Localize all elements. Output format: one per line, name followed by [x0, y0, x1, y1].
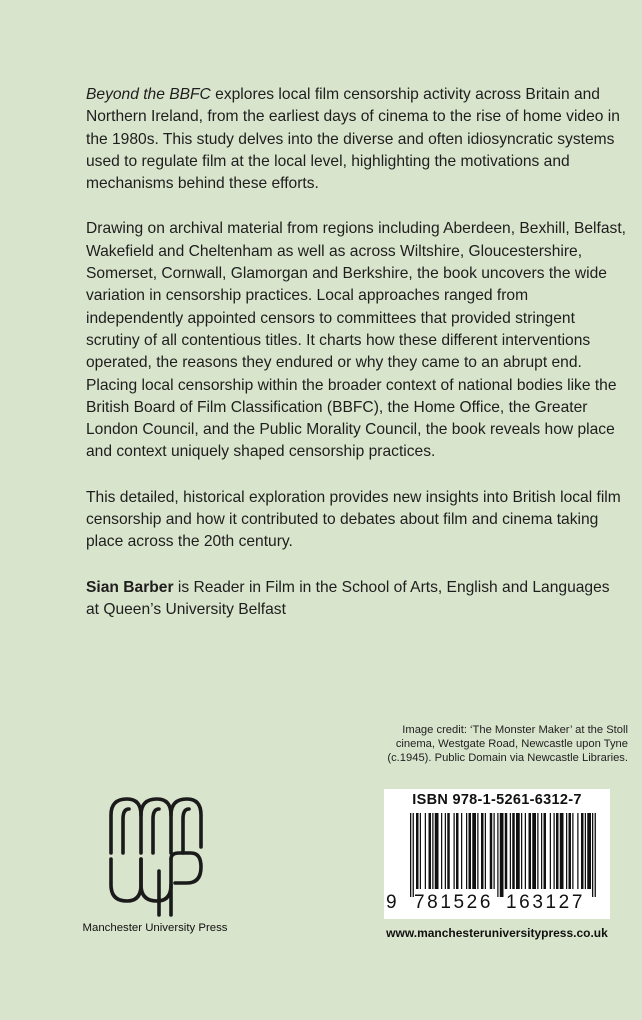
publisher-website: www.manchesteruniversitypress.co.uk	[386, 926, 608, 940]
barcode-bar	[556, 813, 559, 889]
barcode-bar	[550, 813, 551, 889]
barcode-bar	[432, 813, 433, 889]
barcode-bar	[516, 813, 520, 889]
barcode-bar	[581, 813, 584, 889]
barcode-panel	[384, 789, 610, 919]
barcode-bar	[425, 813, 426, 889]
blurb-paragraph-3: This detailed, historical exploration provides new insights into British local film censorship and how it contributed to debates about film and cinema taking place across the 20th century.	[86, 488, 621, 551]
barcode-bar	[521, 813, 522, 889]
barcode-bar	[497, 813, 498, 897]
barcode-guard-bar	[413, 813, 414, 897]
barcode-bar	[454, 813, 455, 889]
barcode-bar	[456, 813, 459, 889]
barcode-bar	[577, 813, 578, 889]
barcode-bar	[485, 813, 486, 889]
barcode-bar	[445, 813, 446, 889]
barcode-bar	[441, 813, 442, 889]
barcode-bar	[566, 813, 567, 889]
author-name: Sian Barber	[86, 578, 174, 596]
barcode-bar	[572, 813, 573, 889]
barcode-guard-bar	[410, 813, 411, 897]
isbn-label: ISBN 978-1-5261-6312-7	[412, 792, 582, 808]
barcode-bar	[525, 813, 526, 889]
barcode-bar	[537, 813, 538, 889]
barcode-bar	[510, 813, 511, 889]
barcode-bar	[532, 813, 536, 889]
barcode-bar	[461, 813, 462, 889]
barcode-bar	[544, 813, 547, 889]
barcode-bar	[447, 813, 450, 889]
barcode-bar	[477, 813, 478, 889]
author-bio-text: is Reader in Film in the School of Arts, English and Languages at Queen’s University Belfast	[86, 578, 610, 618]
mup-logo-icon	[103, 793, 209, 919]
barcode-bar	[585, 813, 586, 889]
barcode-digit-group-2: 163127	[506, 892, 586, 913]
barcode-bar	[469, 813, 472, 889]
barcode-bar	[429, 813, 432, 889]
barcode-bar	[569, 813, 572, 889]
author-bio	[86, 577, 626, 622]
book-title: Beyond the BBFC	[86, 86, 211, 103]
barcode-bar	[435, 813, 439, 889]
barcode-bar	[500, 813, 504, 897]
barcode-bar	[541, 813, 542, 889]
barcode-bar	[512, 813, 515, 889]
blurb-paragraph-2: Drawing on archival material from regions including Aberdeen, Bexhill, Belfast, Wakefield and Cheltenham as well as across Wiltshire, Gloucestershire, Somerset, Cornwall, Glamorgan and Berkshire, the book uncovers the wide variation in censorship practices. Local approaches ranged from independently appointed censors to committees that provided stringent scrutiny of all contentious titles. It charts how these different interventions operated, the reasons they endured or why they came to an abrupt end. Placing local censorship within the broader context of national bodies like the British Board of Film Classification (BBFC), the Home Office, the Greater London Council, and the Public Morality Council, the book reveals how place and context uniquely shaped censorship practices.	[86, 220, 626, 461]
barcode-bar	[490, 813, 493, 889]
barcode-bar	[416, 813, 419, 889]
barcode-bar	[466, 813, 467, 889]
barcode-guard-bar	[592, 813, 593, 897]
barcode-bar	[587, 813, 591, 889]
blurb-paragraph-1-text: explores local film censorship activity across Britain and Northern Ireland, from the earliest days of cinema to the rise of home video in the 1980s. This study delves into the diverse and often idiosyncratic systems used to regulate film at the local level, highlighting the motivations and mechanisms behind these efforts.	[86, 86, 620, 193]
barcode-guard-bar	[595, 813, 596, 897]
barcode-bar	[560, 813, 564, 889]
barcode-bar	[472, 813, 476, 889]
barcode-bar	[481, 813, 484, 889]
description-blurb	[86, 84, 626, 644]
barcode-bar	[420, 813, 421, 889]
barcode-bar	[505, 813, 508, 889]
image-credit: Image credit: ‘The Monster Maker’ at the Stoll cinema, Westgate Road, Newcastle upon Tyne (c.1945). Public Domain via Newcastle Libraries.	[387, 724, 628, 765]
barcode-bars	[394, 813, 600, 897]
barcode-digit-lead: 9	[386, 892, 397, 913]
barcode-bar	[554, 813, 555, 889]
blurb-paragraph-1	[86, 84, 626, 195]
publisher-name: Manchester University Press	[82, 922, 228, 934]
barcode-digit-group-1: 781526	[414, 892, 494, 913]
barcode-bar	[529, 813, 532, 889]
barcode-bar	[494, 813, 495, 889]
